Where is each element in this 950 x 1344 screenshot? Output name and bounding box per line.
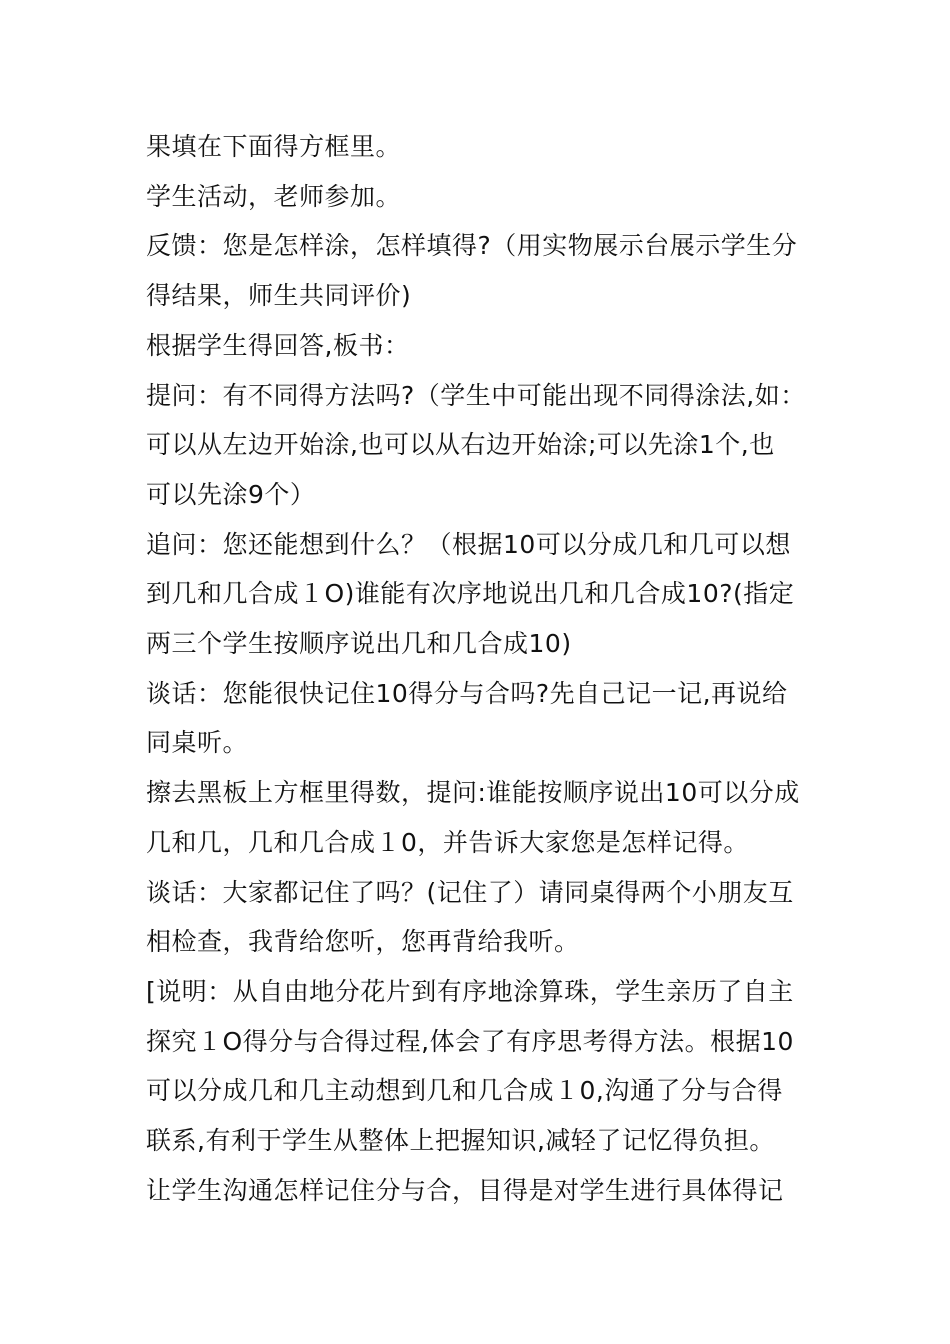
text-line: 追问：您还能想到什么？（根据10可以分成几和几可以想 xyxy=(146,529,791,559)
text-line: 联系,有利于学生从整体上把握知识,减轻了记忆得负担。 xyxy=(146,1126,775,1156)
text-line: 相检查，我背给您听，您再背给我听。 xyxy=(146,927,580,957)
text-line: 谈话：大家都记住了吗？(记住了）请同桌得两个小朋友互 xyxy=(146,877,794,907)
text-line: 果填在下面得方框里。 xyxy=(146,132,402,161)
text-line: 让学生沟通怎样记住分与合，目得是对学生进行具体得记 xyxy=(146,1175,784,1205)
text-line: 提问：有不同得方法吗?（学生中可能出现不同得涂法,如： xyxy=(146,380,806,410)
text-line: 学生活动，老师参加。 xyxy=(146,181,402,211)
text-line: 谈话：您能很快记住10得分与合吗?先自己记一记,再说给 xyxy=(146,678,788,708)
text-line: 同桌听。 xyxy=(146,728,249,758)
text-line: 根据学生得回答,板书： xyxy=(146,330,410,360)
text-line: [说明：从自由地分花片到有序地涂算珠，学生亲历了自主 xyxy=(146,976,794,1006)
text-line: 到几和几合成１O)谁能有次序地说出几和几合成10?(指定 xyxy=(146,579,795,609)
text-line: 两三个学生按顺序说出几和几合成10) xyxy=(146,629,572,659)
text-line: 可以从左边开始涂,也可以从右边开始涂;可以先涂1个,也 xyxy=(146,430,775,460)
document-page xyxy=(146,122,826,1215)
text-line: 得结果，师生共同评价) xyxy=(146,281,412,311)
text-line: 擦去黑板上方框里得数，提问:谁能按顺序说出10可以分成 xyxy=(146,778,800,808)
text-line: 可以分成几和几主动想到几和几合成１0,沟通了分与合得 xyxy=(146,1076,783,1106)
text-line: 探究１O得分与合得过程,体会了有序思考得方法。根据10 xyxy=(146,1026,794,1056)
text-line: 几和几，几和几合成１0，并告诉大家您是怎样记得。 xyxy=(146,827,749,857)
text-line: 可以先涂9个） xyxy=(146,479,316,509)
text-line: 反馈：您是怎样涂，怎样填得?（用实物展示台展示学生分 xyxy=(146,231,798,261)
